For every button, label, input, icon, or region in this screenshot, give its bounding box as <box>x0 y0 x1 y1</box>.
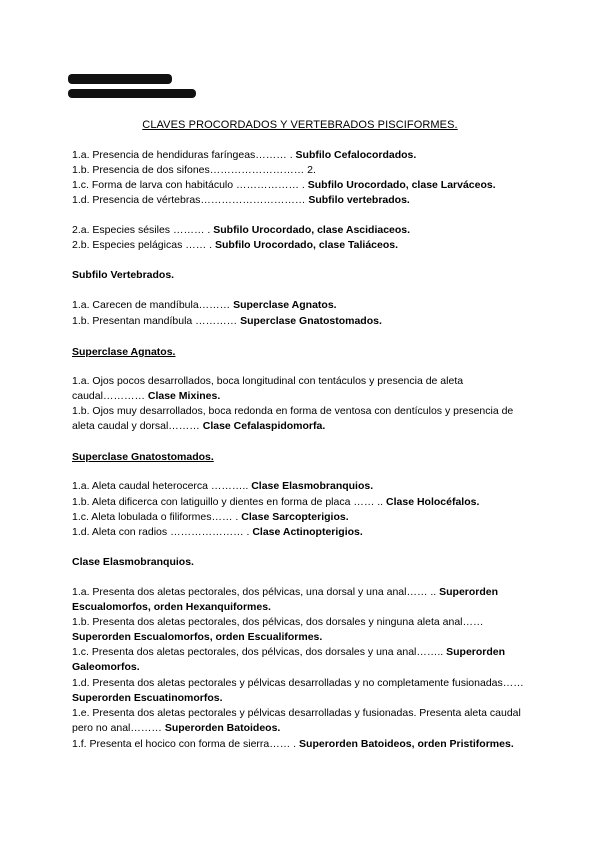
elasmo-1c: 1.c. Presenta dos aletas pectorales, dos pélvicas, dos dorsales y una anal…….. Superorden Galeomorfos. <box>72 646 506 673</box>
document-title: CLAVES PROCORDADOS Y VERTEBRADOS PISCIFORMES. <box>142 119 458 131</box>
elasmo-1f: 1.f. Presenta el hocico con forma de sierra…… . Superorden Batoideos, orden Pristiformes. <box>72 738 514 750</box>
gnato-1c: 1.c. Aleta lobulada o filiformes…… . Clase Sarcopterigios. <box>72 511 349 523</box>
heading-subfilo-vertebrados: Subfilo Vertebrados. <box>72 269 175 281</box>
agnatos-1a: 1.a. Ojos pocos desarrollados, boca longitudinal con tentáculos y presencia de aleta caudal………… Clase Mixines. <box>72 375 464 402</box>
heading-superclase-agnatos: Superclase Agnatos. <box>72 346 176 358</box>
redaction-bar-2 <box>68 89 196 98</box>
gnato-1d: 1.d. Aleta con radios ………………… . Clase Actinopterigios. <box>72 526 363 538</box>
gnato-1b: 1.b. Aleta dificerca con latiguillo y dientes en forma de placa …… .. Clase Holocéfalos. <box>72 496 480 508</box>
heading-superclase-gnatostomados: Superclase Gnatostomados. <box>72 451 214 463</box>
key-1a: 1.a. Presencia de hendiduras faríngeas……… . Subfilo Cefalocordados. <box>72 149 417 161</box>
key-1c: 1.c. Forma de larva con habitáculo ……………… . Subfilo Urocordado, clase Larváceos. <box>72 179 496 191</box>
elasmo-1a: 1.a. Presenta dos aletas pectorales, dos pélvicas, una dorsal y una anal…… .. Superorden Escualomorfos, orden Hexanquiformes. <box>72 586 499 613</box>
elasmo-1e: 1.e. Presenta dos aletas pectorales y pélvicas desarrolladas y fusionadas. Presenta aleta caudal pero no anal……… Superorden Batoideos. <box>72 707 521 734</box>
vert-1a: 1.a. Carecen de mandíbula……… Superclase Agnatos. <box>72 299 337 311</box>
agnatos-1b: 1.b. Ojos muy desarrollados, boca redonda en forma de ventosa con dentículos y presencia de aleta caudal y dorsal……… Clase Cefalaspidomorfa. <box>72 405 514 432</box>
key-1d: 1.d. Presencia de vértebras………………………… Subfilo vertebrados. <box>72 194 410 206</box>
gnato-1a: 1.a. Aleta caudal heterocerca ……….. Clase Elasmobranquios. <box>72 480 374 492</box>
vert-1b: 1.b. Presentan mandíbula ………… Superclase Gnatostomados. <box>72 315 382 327</box>
key-2b: 2.b. Especies pelágicas …… . Subfilo Urocordado, clase Taliáceos. <box>72 239 399 251</box>
redaction-bar-1 <box>68 74 172 84</box>
elasmo-1d: 1.d. Presenta dos aletas pectorales y pélvicas desarrolladas y no completamente fusionadas…… Superorden Escuatinomorfos. <box>72 677 524 704</box>
key-2a: 2.a. Especies sésiles ……… . Subfilo Urocordado, clase Ascidiaceos. <box>72 224 411 236</box>
key-1b: 1.b. Presencia de dos sifones……………………… 2. <box>72 164 316 176</box>
heading-clase-elasmobranquios: Clase Elasmobranquios. <box>72 556 194 568</box>
elasmo-1b: 1.b. Presenta dos aletas pectorales, dos pélvicas, dos dorsales y ninguna aleta anal…… Superorden Escualomorfos, orden Escualiformes. <box>72 616 484 643</box>
